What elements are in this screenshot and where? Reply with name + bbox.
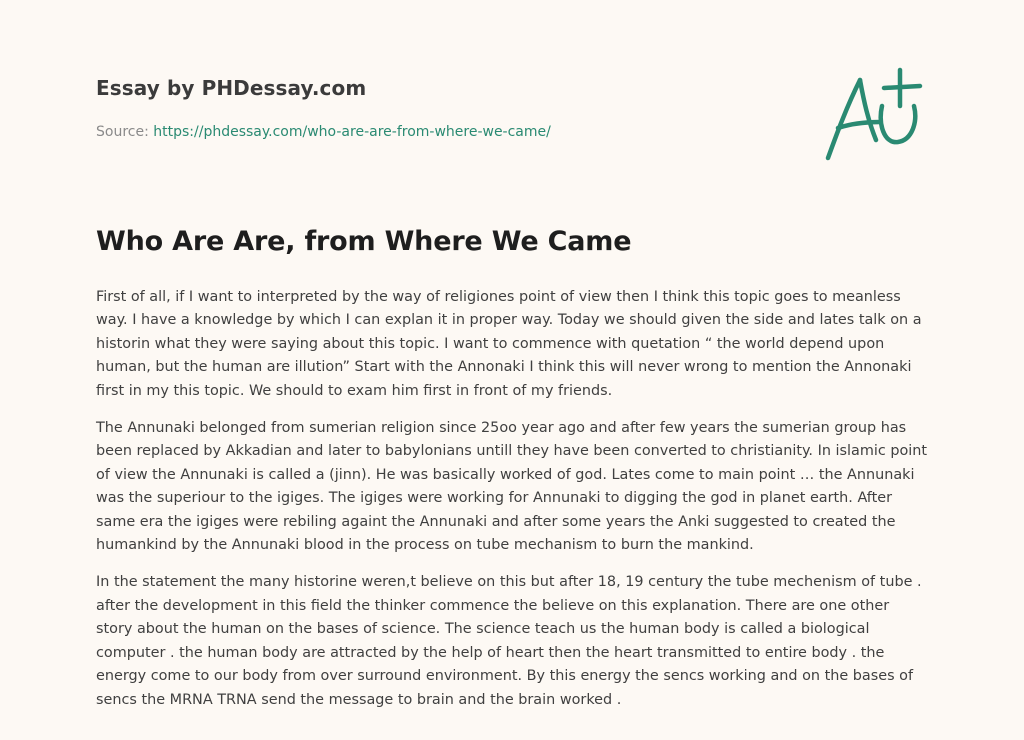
essay-paragraph-1: First of all, if I want to interpreted by the way of religiones point of view then I think this topic goes to meanless way. I have a knowledge by which I can explan it in proper way. Today we should given the side and lates talk on a historin what they were saying about this topic. I want to commence with quetation “ the world depend upon human, but the human are illution” Start with the Annonaki I think this will never wrong to mention the Annonaki first in my this topic. We should to exam him first in front of my friends.	[96, 289, 922, 399]
source-line	[96, 124, 551, 140]
essay-paragraph-3: In the statement the many historine weren,t believe on this but after 18, 19 century the tube mechenism of tube . after the development in this field the thinker commence the believe on this explanation. There are one other story about the human on the bases of science. The science teach us the human body is called a biological computer . the human body are attracted by the help of heart then the heart transmitted to entire body . the energy come to our body from over surround environment. By this energy the sencs working and on the bases of sencs the MRNA TRNA send the message to brain and the brain worked .	[96, 574, 922, 708]
source-label: Source:	[96, 124, 154, 140]
essay-paragraph-2: The Annunaki belonged from sumerian religion since 25oo year ago and after few years the sumerian group has been replaced by Akkadian and later to babylonians untill they have been converted to christianity. In islamic point of view the Annunaki is called a (jinn). He was basically worked of god. Lates come to main point … the Annunaki was the superiour to the igiges. The igiges were working for Annunaki to digging the god in planet earth. After same era the igiges were rebiling againt the Annunaki and after some years the Anki suggested to created the humankind by the Annunaki blood in the process on tube mechanism to burn the mankind.	[96, 420, 928, 554]
a-plus-grade-icon	[820, 66, 930, 166]
essay-body	[96, 286, 930, 726]
source-link[interactable]: https://phdessay.com/who-are-are-from-where-we-came/	[153, 124, 551, 140]
site-title: Essay by PHDessay.com	[96, 76, 367, 100]
essay-title: Who Are Are, from Where We Came	[96, 226, 632, 257]
